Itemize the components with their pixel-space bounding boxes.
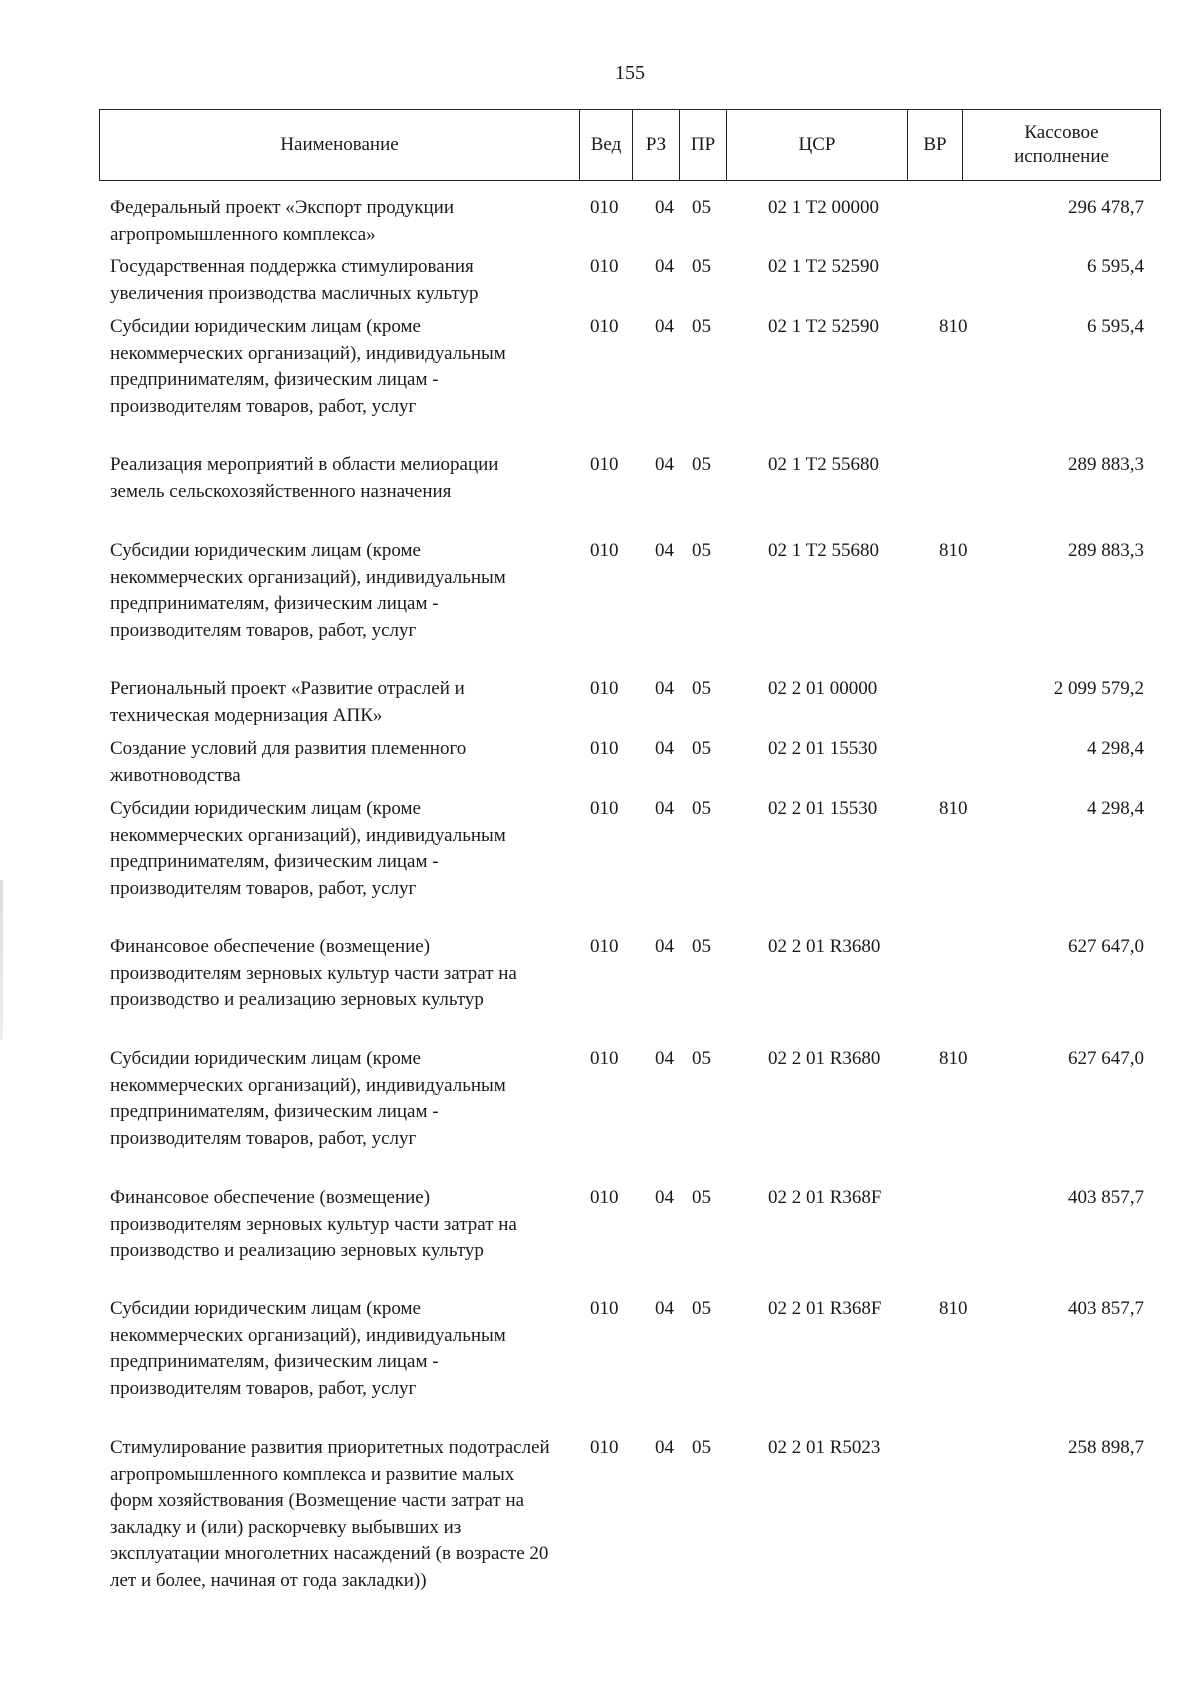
page-number: 155 — [615, 62, 645, 84]
row-rz: 04 — [655, 454, 674, 475]
row-ved: 010 — [590, 738, 619, 759]
row-amount: 2 099 579,2 — [1053, 678, 1144, 699]
row-pr: 05 — [692, 738, 711, 759]
row-ved: 010 — [590, 798, 619, 819]
row-amount: 6 595,4 — [1087, 256, 1144, 277]
row-name: Государственная поддержка стимулирования увеличения производства масличных культур — [110, 256, 479, 304]
row-pr: 05 — [692, 1048, 711, 1069]
row-ved: 010 — [590, 540, 619, 561]
row-pr: 05 — [692, 1187, 711, 1208]
row-ved: 010 — [590, 256, 619, 277]
row-pr: 05 — [692, 678, 711, 699]
row-name: Субсидии юридическим лицам (кроме некоммерческих организаций), индивидуальным предпринимателям, физическим лицам - производителям товаров, работ, услуг — [110, 540, 506, 641]
row-ved: 010 — [590, 936, 619, 957]
row-amount: 258 898,7 — [1068, 1437, 1144, 1458]
row-rz: 04 — [655, 316, 674, 337]
row-csr: 02 2 01 00000 — [768, 678, 878, 699]
row-pr: 05 — [692, 197, 711, 218]
row-amount: 403 857,7 — [1068, 1298, 1144, 1319]
row-name: Стимулирование развития приоритетных подотраслей агропромышленного комплекса и развитие малых форм хозяйствования (Возмещение части затрат на закладку и (или) раскорчевку выбывших из эксплуатации многолетних насаждений (в возрасте 20 лет и более, начиная от года закладки)) — [110, 1437, 550, 1591]
row-name: Финансовое обеспечение (возмещение) производителям зерновых культур части затрат на производство и реализацию зерновых культур — [110, 1187, 517, 1261]
row-rz: 04 — [655, 1187, 674, 1208]
row-csr: 02 1 T2 00000 — [768, 197, 880, 218]
row-ved: 010 — [590, 316, 619, 337]
row-ved: 010 — [590, 1187, 619, 1208]
row-ved: 010 — [590, 454, 619, 475]
row-rz: 04 — [655, 256, 674, 277]
row-name: Региональный проект «Развитие отраслей и техническая модернизация АПК» — [110, 678, 465, 726]
row-vr: 810 — [939, 1048, 968, 1069]
row-ved: 010 — [590, 1048, 619, 1069]
header-pr: ПР — [680, 110, 727, 181]
row-amount: 627 647,0 — [1068, 1048, 1144, 1069]
table-header — [99, 109, 1161, 181]
row-csr: 02 2 01 R368F — [768, 1298, 882, 1319]
scan-edge-shadow — [0, 880, 3, 1040]
row-amount: 4 298,4 — [1087, 798, 1144, 819]
row-name: Федеральный проект «Экспорт продукции агропромышленного комплекса» — [110, 197, 454, 245]
row-name: Субсидии юридическим лицам (кроме некоммерческих организаций), индивидуальным предпринимателям, физическим лицам - производителям товаров, работ, услуг — [110, 1298, 506, 1399]
row-rz: 04 — [655, 1437, 674, 1458]
row-amount: 289 883,3 — [1068, 540, 1144, 561]
row-amount: 6 595,4 — [1087, 316, 1144, 337]
row-pr: 05 — [692, 256, 711, 277]
row-csr: 02 2 01 R368F — [768, 1187, 882, 1208]
row-amount: 296 478,7 — [1068, 197, 1144, 218]
row-ved: 010 — [590, 1437, 619, 1458]
row-amount: 289 883,3 — [1068, 454, 1144, 475]
row-ved: 010 — [590, 678, 619, 699]
row-ved: 010 — [590, 1298, 619, 1319]
row-rz: 04 — [655, 936, 674, 957]
header-name: Наименование — [100, 110, 580, 181]
row-name: Финансовое обеспечение (возмещение) производителям зерновых культур части затрат на производство и реализацию зерновых культур — [110, 936, 517, 1010]
row-pr: 05 — [692, 454, 711, 475]
row-csr: 02 1 T2 55680 — [768, 454, 880, 475]
row-amount: 403 857,7 — [1068, 1187, 1144, 1208]
row-name: Создание условий для развития племенного животноводства — [110, 738, 467, 786]
row-csr: 02 1 T2 52590 — [768, 256, 880, 277]
header-csr: ЦСР — [727, 110, 908, 181]
row-pr: 05 — [692, 540, 711, 561]
row-pr: 05 — [692, 1437, 711, 1458]
header-vr: ВР — [908, 110, 963, 181]
row-csr: 02 2 01 R3680 — [768, 936, 881, 957]
row-csr: 02 2 01 R3680 — [768, 1048, 881, 1069]
row-name: Субсидии юридическим лицам (кроме некоммерческих организаций), индивидуальным предпринимателям, физическим лицам - производителям товаров, работ, услуг — [110, 316, 506, 417]
row-rz: 04 — [655, 678, 674, 699]
row-name: Реализация мероприятий в области мелиорации земель сельскохозяйственного назначения — [110, 454, 499, 502]
row-pr: 05 — [692, 1298, 711, 1319]
row-rz: 04 — [655, 738, 674, 759]
row-rz: 04 — [655, 540, 674, 561]
row-rz: 04 — [655, 1048, 674, 1069]
row-name: Субсидии юридическим лицам (кроме некоммерческих организаций), индивидуальным предпринимателям, физическим лицам - производителям товаров, работ, услуг — [110, 1048, 506, 1149]
row-vr: 810 — [939, 540, 968, 561]
header-amount: Кассовое исполнение — [963, 110, 1161, 181]
row-pr: 05 — [692, 936, 711, 957]
row-csr: 02 1 T2 52590 — [768, 316, 880, 337]
row-vr: 810 — [939, 1298, 968, 1319]
header-rz: РЗ — [633, 110, 680, 181]
row-vr: 810 — [939, 316, 968, 337]
row-amount: 627 647,0 — [1068, 936, 1144, 957]
header-ved: Вед — [580, 110, 633, 181]
row-csr: 02 2 01 15530 — [768, 738, 878, 759]
row-rz: 04 — [655, 798, 674, 819]
row-pr: 05 — [692, 316, 711, 337]
row-csr: 02 1 T2 55680 — [768, 540, 880, 561]
row-amount: 4 298,4 — [1087, 738, 1144, 759]
row-name: Субсидии юридическим лицам (кроме некоммерческих организаций), индивидуальным предпринимателям, физическим лицам - производителям товаров, работ, услуг — [110, 798, 506, 899]
row-csr: 02 2 01 R5023 — [768, 1437, 881, 1458]
row-csr: 02 2 01 15530 — [768, 798, 878, 819]
row-pr: 05 — [692, 798, 711, 819]
row-vr: 810 — [939, 798, 968, 819]
row-ved: 010 — [590, 197, 619, 218]
row-rz: 04 — [655, 197, 674, 218]
row-rz: 04 — [655, 1298, 674, 1319]
